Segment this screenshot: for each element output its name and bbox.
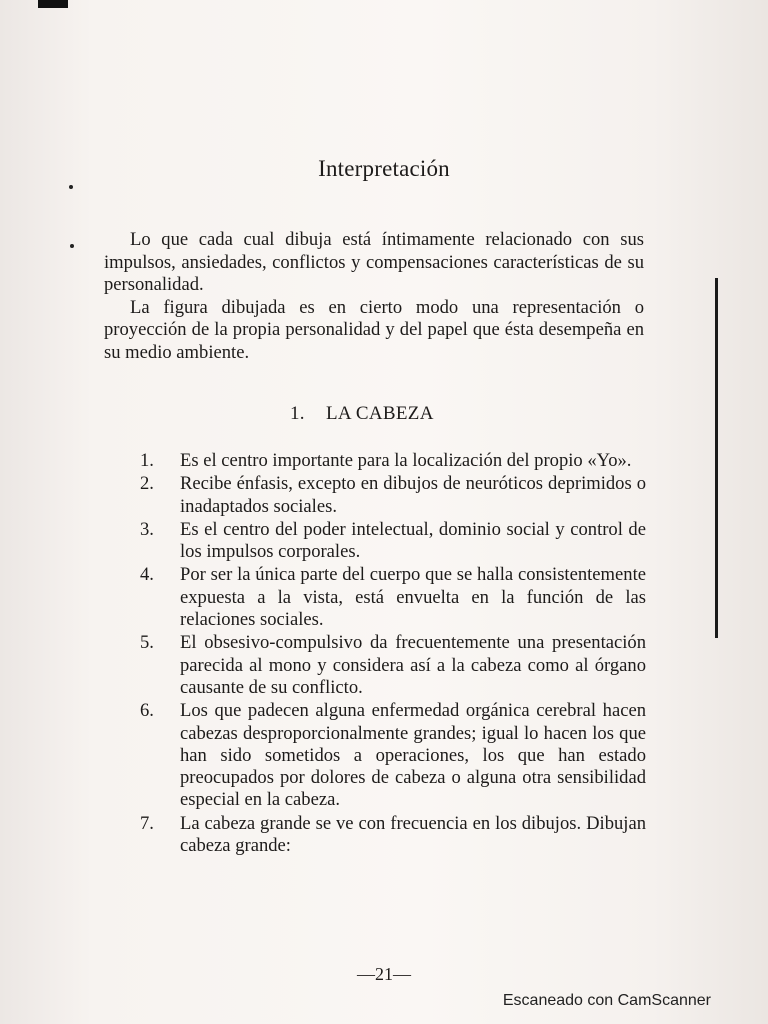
list-item-number: 6. xyxy=(140,700,154,722)
list-item-number: 5. xyxy=(140,632,154,654)
section-heading xyxy=(290,403,434,425)
page-title: Interpretación xyxy=(318,156,450,181)
list-item-number: 2. xyxy=(140,473,154,495)
list-item xyxy=(136,564,646,631)
list-item xyxy=(136,450,646,472)
intro-text xyxy=(104,229,644,364)
page-edge-shadow xyxy=(715,278,718,638)
list-item xyxy=(136,519,646,564)
scan-corner-mark xyxy=(38,0,68,8)
list-item-number: 3. xyxy=(140,518,154,540)
list-item-text: El obsesivo-compulsivo da frecuentemente una presentación parecida al mono y considera así a la cabeza como al órgano causante de su conflicto. xyxy=(180,632,646,698)
list-item xyxy=(136,632,646,699)
scan-speck xyxy=(69,185,73,189)
intro-paragraph: La figura dibujada es en cierto modo una representación o proyección de la propia personalidad y del papel que ésta desempeña en su medio ambiente. xyxy=(104,296,644,363)
section-number: 1. xyxy=(290,403,305,424)
numbered-list xyxy=(136,450,646,858)
scan-speck xyxy=(70,244,74,248)
list-item xyxy=(136,473,646,518)
list-item-number: 4. xyxy=(140,564,154,586)
list-item xyxy=(136,700,646,811)
list-item-text: Los que padecen alguna enfermedad orgánica cerebral hacen cabezas desproporcionalmente grandes; igual lo hacen los que han sido sometidos a operaciones, los que han estado preocupados por dolores de cabeza o alguna otra sensibilidad especial en la cabeza. xyxy=(180,700,646,811)
list-item-text: Por ser la única parte del cuerpo que se halla consistentemente expuesta a la vista, está envuelta en la función de las relaciones sociales. xyxy=(180,564,646,631)
list-item xyxy=(136,813,646,858)
section-title: LA CABEZA xyxy=(326,403,434,424)
list-item-number: 7. xyxy=(140,812,154,834)
list-item-text: La cabeza grande se ve con frecuencia en los dibujos. Dibujan cabeza grande: xyxy=(180,812,646,857)
page-number: —21— xyxy=(357,964,411,984)
list-item-text: Recibe énfasis, excepto en dibujos de neuróticos deprimidos o inadaptados sociales. xyxy=(180,473,646,517)
list-item-text: Es el centro importante para la localización del propio «Yo». xyxy=(180,450,632,471)
intro-paragraph: Lo que cada cual dibuja está íntimamente relacionado con sus impulsos, ansiedades, conflictos y compensaciones características de su personalidad. xyxy=(104,229,644,295)
scanner-watermark: Escaneado con CamScanner xyxy=(502,992,711,1009)
list-item-number: 1. xyxy=(140,450,154,471)
list-item-text: Es el centro del poder intelectual, dominio social y control de los impulsos corporales. xyxy=(180,518,646,563)
